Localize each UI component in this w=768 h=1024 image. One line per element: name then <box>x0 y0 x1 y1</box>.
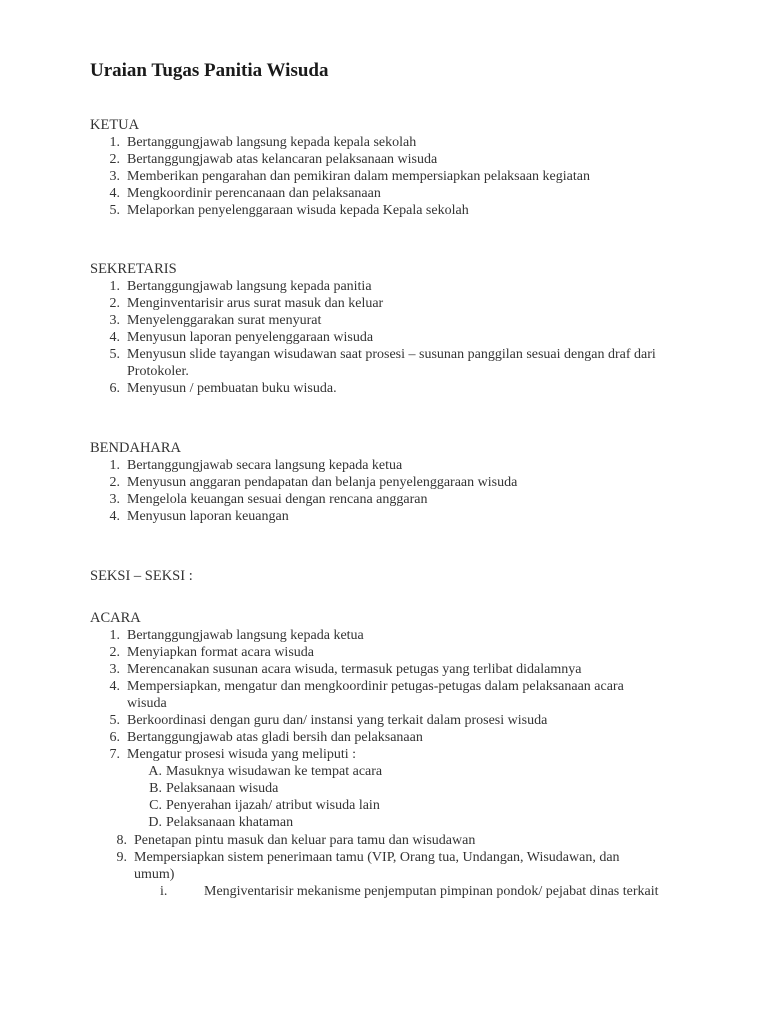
section-heading-ketua: KETUA <box>90 117 140 133</box>
section-heading-sekretaris: SEKRETARIS <box>90 261 177 277</box>
document-title: Uraian Tugas Panitia Wisuda <box>90 60 329 81</box>
section-heading-acara: ACARA <box>90 610 141 626</box>
section-heading-bendahara: BENDAHARA <box>90 440 182 456</box>
section-heading-seksi: SEKSI – SEKSI : <box>90 568 193 584</box>
document-page: Uraian Tugas Panitia Wisuda KETUA 1. Bertanggungjawab langsung kepada kepala sekolah 2. Bertanggungjawab atas kelancaran pelaksanaan wisuda 3. Memberikan pengarahan dan pemikiran dalam mempersiapkan pelaksaan kegiatan 4. Mengkoordinir perencanaan dan pelaksanaan 5. Melaporkan penyelenggaraan wisuda kepada Kepala sekolah SEKRETARIS 1. Bertanggungjawab langsung kepada panitia 2. Menginventarisir arus surat masuk dan keluar 3. Menyelenggarakan surat menyurat 4. Menyusun laporan penyelenggaraan wisuda 5. Menyusun slide tayangan wisudawan saat prosesi – susunan panggilan sesuai dengan draf dari Protokoler. 6. Menyusun / pembuatan buku wisuda. BENDAHARA 1. Bertanggungjawab secara langsung kepada ketua 2. Menyusun anggaran pendapatan dan belanja penyelenggaraan wisuda 3. Mengelola keuangan sesuai dengan rencana anggaran 4. Menyusun laporan keuangan SEKSI – SEKSI : ACARA 1. Bertanggungjawab langsung kepada ketua 2. Menyiapkan format acara wisuda 3. Merencanakan susunan acara wisuda, termasuk petugas yang terlibat didalamnya 4. Mempersiapkan, mengatur dan mengkoordinir petugas-petugas dalam pelaksanaan acara wisuda 5. Berkoordinasi dengan guru dan/ instansi yang terkait dalam prosesi wisuda 6. Bertanggungjawab atas gladi bersih dan pelaksanaan 7. Mengatur prosesi wisuda yang meliputi : A. Masuknya wisudawan ke tempat acara B. Pelaksanaan wisuda C. Penyerahan ijazah/ atribut wisuda lain D. Pelaksanaan khataman 8. Penetapan pintu masuk dan keluar para tamu dan wisudawan 9. Mempersiapkan sistem penerimaan tamu (VIP, Orang tua, Undangan, Wisudawan, dan umum) i. Mengiventarisir mekanisme penjemputan pimpinan pondok/ pejabat dinas terkait <box>90 60 659 899</box>
